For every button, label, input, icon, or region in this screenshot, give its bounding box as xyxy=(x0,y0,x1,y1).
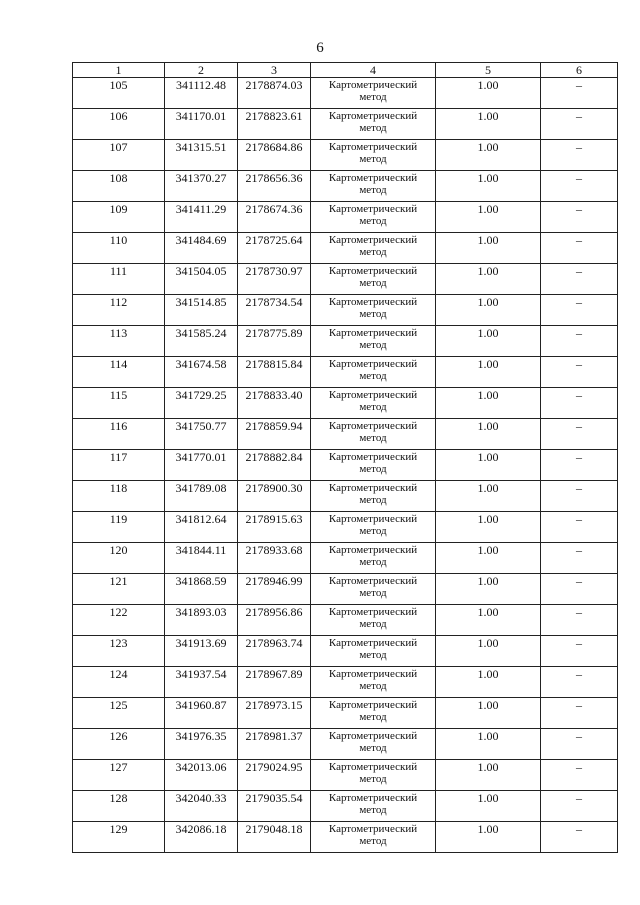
table-header-row xyxy=(73,63,618,78)
method-text: Картометрический xyxy=(328,823,418,835)
point-number-cell: 122 xyxy=(73,605,165,636)
point-number-cell: 129 xyxy=(73,822,165,853)
note-cell: – xyxy=(541,698,618,729)
column-header: 4 xyxy=(311,63,436,78)
method-text: Картометрический xyxy=(328,79,418,91)
note-cell: – xyxy=(541,326,618,357)
method-text: метод xyxy=(359,525,387,537)
accuracy-cell: 1.00 xyxy=(436,419,541,450)
method-cell xyxy=(311,481,436,512)
method-cell xyxy=(311,822,436,853)
y-coordinate-cell: 2178900.30 xyxy=(238,481,311,512)
table-row xyxy=(73,822,618,853)
x-coordinate-cell: 341976.35 xyxy=(165,729,238,760)
x-coordinate-cell: 341750.77 xyxy=(165,419,238,450)
table-row xyxy=(73,171,618,202)
table-row xyxy=(73,636,618,667)
method-text: Картометрический xyxy=(328,761,418,773)
point-number-cell: 110 xyxy=(73,233,165,264)
accuracy-cell: 1.00 xyxy=(436,543,541,574)
note-cell: – xyxy=(541,760,618,791)
note-cell: – xyxy=(541,512,618,543)
table-row xyxy=(73,729,618,760)
y-coordinate-cell: 2179048.18 xyxy=(238,822,311,853)
y-coordinate-cell: 2178946.99 xyxy=(238,574,311,605)
method-text: метод xyxy=(359,184,387,196)
method-text: метод xyxy=(359,680,387,692)
note-cell: – xyxy=(541,357,618,388)
x-coordinate-cell: 341937.54 xyxy=(165,667,238,698)
y-coordinate-cell: 2178730.97 xyxy=(238,264,311,295)
method-cell xyxy=(311,78,436,109)
method-text: метод xyxy=(359,742,387,754)
method-text: Картометрический xyxy=(328,420,418,432)
table-row xyxy=(73,357,618,388)
method-text: метод xyxy=(359,370,387,382)
method-text: метод xyxy=(359,122,387,134)
point-number-cell: 116 xyxy=(73,419,165,450)
point-number-cell: 117 xyxy=(73,450,165,481)
point-number-cell: 123 xyxy=(73,636,165,667)
method-cell xyxy=(311,419,436,450)
note-cell: – xyxy=(541,636,618,667)
method-text: Картометрический xyxy=(328,172,418,184)
point-number-cell: 114 xyxy=(73,357,165,388)
method-text: метод xyxy=(359,215,387,227)
note-cell: – xyxy=(541,233,618,264)
coordinates-table xyxy=(72,62,618,853)
table-row xyxy=(73,667,618,698)
y-coordinate-cell: 2178656.36 xyxy=(238,171,311,202)
accuracy-cell: 1.00 xyxy=(436,698,541,729)
accuracy-cell: 1.00 xyxy=(436,326,541,357)
table-row xyxy=(73,202,618,233)
method-text: метод xyxy=(359,773,387,785)
accuracy-cell: 1.00 xyxy=(436,636,541,667)
method-cell xyxy=(311,512,436,543)
method-text: Картометрический xyxy=(328,234,418,246)
method-text: метод xyxy=(359,556,387,568)
y-coordinate-cell: 2178775.89 xyxy=(238,326,311,357)
method-text: Картометрический xyxy=(328,792,418,804)
method-text: Картометрический xyxy=(328,296,418,308)
note-cell: – xyxy=(541,295,618,326)
point-number-cell: 121 xyxy=(73,574,165,605)
y-coordinate-cell: 2178684.86 xyxy=(238,140,311,171)
x-coordinate-cell: 341913.69 xyxy=(165,636,238,667)
y-coordinate-cell: 2178956.86 xyxy=(238,605,311,636)
note-cell: – xyxy=(541,450,618,481)
note-cell: – xyxy=(541,109,618,140)
method-text: Картометрический xyxy=(328,203,418,215)
column-header: 1 xyxy=(73,63,165,78)
y-coordinate-cell: 2178833.40 xyxy=(238,388,311,419)
y-coordinate-cell: 2178815.84 xyxy=(238,357,311,388)
y-coordinate-cell: 2179035.54 xyxy=(238,791,311,822)
point-number-cell: 111 xyxy=(73,264,165,295)
table-row xyxy=(73,326,618,357)
method-cell xyxy=(311,450,436,481)
method-text: Картометрический xyxy=(328,389,418,401)
note-cell: – xyxy=(541,419,618,450)
note-cell: – xyxy=(541,729,618,760)
x-coordinate-cell: 341812.64 xyxy=(165,512,238,543)
method-cell xyxy=(311,791,436,822)
note-cell: – xyxy=(541,481,618,512)
method-cell xyxy=(311,233,436,264)
note-cell: – xyxy=(541,574,618,605)
accuracy-cell: 1.00 xyxy=(436,295,541,326)
accuracy-cell: 1.00 xyxy=(436,78,541,109)
y-coordinate-cell: 2179024.95 xyxy=(238,760,311,791)
note-cell: – xyxy=(541,202,618,233)
x-coordinate-cell: 342040.33 xyxy=(165,791,238,822)
x-coordinate-cell: 341770.01 xyxy=(165,450,238,481)
x-coordinate-cell: 341844.11 xyxy=(165,543,238,574)
method-cell xyxy=(311,574,436,605)
accuracy-cell: 1.00 xyxy=(436,605,541,636)
method-cell xyxy=(311,636,436,667)
x-coordinate-cell: 341729.25 xyxy=(165,388,238,419)
note-cell: – xyxy=(541,78,618,109)
y-coordinate-cell: 2178734.54 xyxy=(238,295,311,326)
accuracy-cell: 1.00 xyxy=(436,109,541,140)
accuracy-cell: 1.00 xyxy=(436,140,541,171)
method-cell xyxy=(311,326,436,357)
x-coordinate-cell: 341585.24 xyxy=(165,326,238,357)
y-coordinate-cell: 2178963.74 xyxy=(238,636,311,667)
method-text: метод xyxy=(359,587,387,599)
accuracy-cell: 1.00 xyxy=(436,667,541,698)
y-coordinate-cell: 2178933.68 xyxy=(238,543,311,574)
method-text: Картометрический xyxy=(328,451,418,463)
x-coordinate-cell: 341514.85 xyxy=(165,295,238,326)
table-row xyxy=(73,574,618,605)
note-cell: – xyxy=(541,388,618,419)
method-text: метод xyxy=(359,401,387,413)
table-row xyxy=(73,512,618,543)
accuracy-cell: 1.00 xyxy=(436,729,541,760)
x-coordinate-cell: 341504.05 xyxy=(165,264,238,295)
method-text: Картометрический xyxy=(328,668,418,680)
note-cell: – xyxy=(541,543,618,574)
x-coordinate-cell: 341112.48 xyxy=(165,78,238,109)
y-coordinate-cell: 2178725.64 xyxy=(238,233,311,264)
accuracy-cell: 1.00 xyxy=(436,760,541,791)
note-cell: – xyxy=(541,791,618,822)
method-text: метод xyxy=(359,153,387,165)
accuracy-cell: 1.00 xyxy=(436,388,541,419)
method-text: Картометрический xyxy=(328,110,418,122)
x-coordinate-cell: 341789.08 xyxy=(165,481,238,512)
x-coordinate-cell: 341674.58 xyxy=(165,357,238,388)
point-number-cell: 109 xyxy=(73,202,165,233)
x-coordinate-cell: 341960.87 xyxy=(165,698,238,729)
table-body xyxy=(73,78,618,853)
accuracy-cell: 1.00 xyxy=(436,574,541,605)
table-row xyxy=(73,419,618,450)
table-row xyxy=(73,388,618,419)
point-number-cell: 106 xyxy=(73,109,165,140)
x-coordinate-cell: 341893.03 xyxy=(165,605,238,636)
point-number-cell: 119 xyxy=(73,512,165,543)
accuracy-cell: 1.00 xyxy=(436,822,541,853)
method-text: Картометрический xyxy=(328,327,418,339)
note-cell: – xyxy=(541,605,618,636)
y-coordinate-cell: 2178823.61 xyxy=(238,109,311,140)
point-number-cell: 108 xyxy=(73,171,165,202)
table-row xyxy=(73,264,618,295)
method-cell xyxy=(311,760,436,791)
method-cell xyxy=(311,171,436,202)
method-cell xyxy=(311,388,436,419)
method-cell xyxy=(311,729,436,760)
method-text: метод xyxy=(359,339,387,351)
x-coordinate-cell: 341170.01 xyxy=(165,109,238,140)
column-header: 2 xyxy=(165,63,238,78)
method-text: Картометрический xyxy=(328,544,418,556)
accuracy-cell: 1.00 xyxy=(436,481,541,512)
method-text: метод xyxy=(359,494,387,506)
method-text: Картометрический xyxy=(328,513,418,525)
y-coordinate-cell: 2178973.15 xyxy=(238,698,311,729)
x-coordinate-cell: 342086.18 xyxy=(165,822,238,853)
table-row xyxy=(73,543,618,574)
method-text: метод xyxy=(359,835,387,847)
accuracy-cell: 1.00 xyxy=(436,171,541,202)
table-row xyxy=(73,481,618,512)
column-header: 6 xyxy=(541,63,618,78)
note-cell: – xyxy=(541,140,618,171)
method-text: метод xyxy=(359,804,387,816)
y-coordinate-cell: 2178859.94 xyxy=(238,419,311,450)
method-text: Картометрический xyxy=(328,265,418,277)
accuracy-cell: 1.00 xyxy=(436,233,541,264)
table-row xyxy=(73,791,618,822)
y-coordinate-cell: 2178967.89 xyxy=(238,667,311,698)
x-coordinate-cell: 341315.51 xyxy=(165,140,238,171)
method-text: метод xyxy=(359,649,387,661)
method-cell xyxy=(311,202,436,233)
y-coordinate-cell: 2178874.03 xyxy=(238,78,311,109)
method-text: Картометрический xyxy=(328,699,418,711)
point-number-cell: 125 xyxy=(73,698,165,729)
method-cell xyxy=(311,264,436,295)
table-row xyxy=(73,295,618,326)
x-coordinate-cell: 341868.59 xyxy=(165,574,238,605)
accuracy-cell: 1.00 xyxy=(436,264,541,295)
point-number-cell: 107 xyxy=(73,140,165,171)
accuracy-cell: 1.00 xyxy=(436,791,541,822)
y-coordinate-cell: 2178674.36 xyxy=(238,202,311,233)
method-text: метод xyxy=(359,91,387,103)
x-coordinate-cell: 341484.69 xyxy=(165,233,238,264)
method-text: Картометрический xyxy=(328,637,418,649)
method-text: метод xyxy=(359,277,387,289)
table-row xyxy=(73,233,618,264)
method-text: метод xyxy=(359,432,387,444)
method-text: метод xyxy=(359,463,387,475)
x-coordinate-cell: 341370.27 xyxy=(165,171,238,202)
method-cell xyxy=(311,109,436,140)
point-number-cell: 120 xyxy=(73,543,165,574)
page-number: 6 xyxy=(316,40,324,56)
point-number-cell: 124 xyxy=(73,667,165,698)
accuracy-cell: 1.00 xyxy=(436,202,541,233)
table-row xyxy=(73,760,618,791)
method-text: Картометрический xyxy=(328,482,418,494)
method-text: метод xyxy=(359,711,387,723)
accuracy-cell: 1.00 xyxy=(436,512,541,543)
note-cell: – xyxy=(541,822,618,853)
method-text: метод xyxy=(359,246,387,258)
method-text: Картометрический xyxy=(328,730,418,742)
table-row xyxy=(73,78,618,109)
table-row xyxy=(73,109,618,140)
method-text: метод xyxy=(359,308,387,320)
y-coordinate-cell: 2178882.84 xyxy=(238,450,311,481)
point-number-cell: 126 xyxy=(73,729,165,760)
method-text: Картометрический xyxy=(328,141,418,153)
point-number-cell: 112 xyxy=(73,295,165,326)
method-cell xyxy=(311,605,436,636)
point-number-cell: 113 xyxy=(73,326,165,357)
method-text: Картометрический xyxy=(328,358,418,370)
accuracy-cell: 1.00 xyxy=(436,357,541,388)
column-header: 3 xyxy=(238,63,311,78)
note-cell: – xyxy=(541,667,618,698)
x-coordinate-cell: 341411.29 xyxy=(165,202,238,233)
y-coordinate-cell: 2178915.63 xyxy=(238,512,311,543)
table-row xyxy=(73,450,618,481)
method-cell xyxy=(311,667,436,698)
point-number-cell: 105 xyxy=(73,78,165,109)
point-number-cell: 127 xyxy=(73,760,165,791)
point-number-cell: 118 xyxy=(73,481,165,512)
x-coordinate-cell: 342013.06 xyxy=(165,760,238,791)
table-row xyxy=(73,140,618,171)
method-cell xyxy=(311,357,436,388)
table-row xyxy=(73,605,618,636)
method-cell xyxy=(311,295,436,326)
method-text: метод xyxy=(359,618,387,630)
point-number-cell: 115 xyxy=(73,388,165,419)
method-cell xyxy=(311,140,436,171)
column-header: 5 xyxy=(436,63,541,78)
table-row xyxy=(73,698,618,729)
method-text: Картометрический xyxy=(328,575,418,587)
note-cell: – xyxy=(541,171,618,202)
point-number-cell: 128 xyxy=(73,791,165,822)
y-coordinate-cell: 2178981.37 xyxy=(238,729,311,760)
method-cell xyxy=(311,543,436,574)
accuracy-cell: 1.00 xyxy=(436,450,541,481)
note-cell: – xyxy=(541,264,618,295)
method-text: Картометрический xyxy=(328,606,418,618)
method-cell xyxy=(311,698,436,729)
